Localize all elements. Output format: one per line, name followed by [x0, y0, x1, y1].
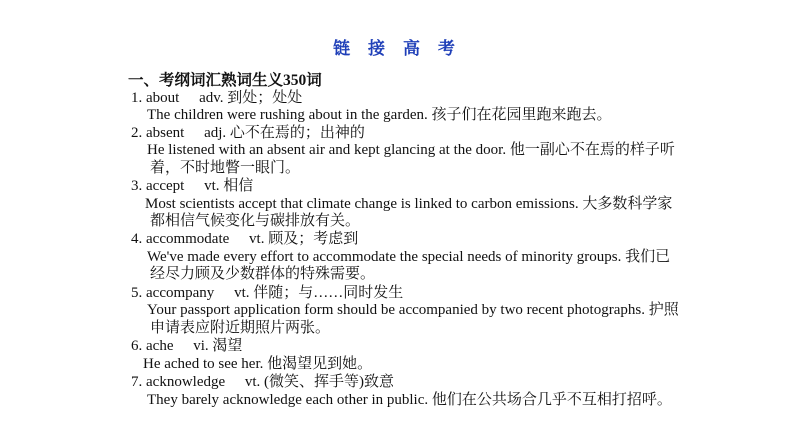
entry-3-example-line1: Most scientists accept that climate change is linked to carbon emissions. 大多数科学家 — [145, 196, 673, 212]
entry-headword: 5. accompany — [131, 285, 215, 301]
entry-headword: 3. accept — [131, 178, 185, 194]
entry-4-example-line1: We've made every effort to accommodate the special needs of minority groups. 我们已 — [147, 249, 671, 265]
entry-2-example-line2: 着，不时地瞥一眼门。 — [150, 160, 301, 176]
entry-headword: 6. ache — [131, 338, 174, 354]
entry-headword: 4. accommodate — [131, 231, 230, 247]
section-heading: 一、考纲词汇熟词生义350词 — [128, 72, 322, 89]
entry-meaning: vi. 渴望 — [193, 338, 243, 354]
entry-2-example-line1: He listened with an absent air and kept glancing at the door. 他一副心不在焉的样子听 — [147, 142, 675, 158]
entry-3-header — [131, 177, 253, 195]
entry-4-header — [131, 230, 358, 248]
entry-1-example: The children were rushing about in the garden. 孩子们在花园里跑来跑去。 — [147, 107, 612, 123]
entry-meaning: adv. 到处；处处 — [199, 90, 303, 106]
entry-5-header — [131, 284, 403, 302]
entry-headword: 2. absent — [131, 125, 185, 141]
entry-2-header — [131, 124, 365, 142]
entry-7-header — [131, 373, 394, 391]
entry-meaning: vt. 伴随；与……同时发生 — [234, 285, 404, 301]
entry-6-header — [131, 337, 242, 355]
entry-meaning: vt. 顾及；考虑到 — [249, 231, 359, 247]
entry-meaning: vt. 相信 — [204, 178, 254, 194]
entry-5-example-line1: Your passport application form should be accompanied by two recent photographs. 护照 — [147, 302, 679, 318]
page-title: 链 接 高 考 — [333, 39, 461, 59]
entry-3-example-line2: 都相信气候变化与碳排放有关。 — [150, 213, 361, 229]
entry-4-example-line2: 经尽力顾及少数群体的特殊需要。 — [150, 266, 376, 282]
entry-1-header — [131, 89, 302, 107]
entry-headword: 7. acknowledge — [131, 374, 226, 390]
entry-meaning: vt. (微笑、挥手等)致意 — [244, 374, 395, 390]
entry-5-example-line2: 申请表应附近期照片两张。 — [150, 320, 331, 336]
entry-6-example: He ached to see her. 他渴望见到她。 — [143, 356, 373, 372]
entry-meaning: adj. 心不在焉的；出神的 — [204, 125, 365, 141]
entry-headword: 1. about — [131, 90, 180, 106]
entry-7-example: They barely acknowledge each other in public. 他们在公共场合几乎不互相打招呼。 — [147, 392, 672, 408]
